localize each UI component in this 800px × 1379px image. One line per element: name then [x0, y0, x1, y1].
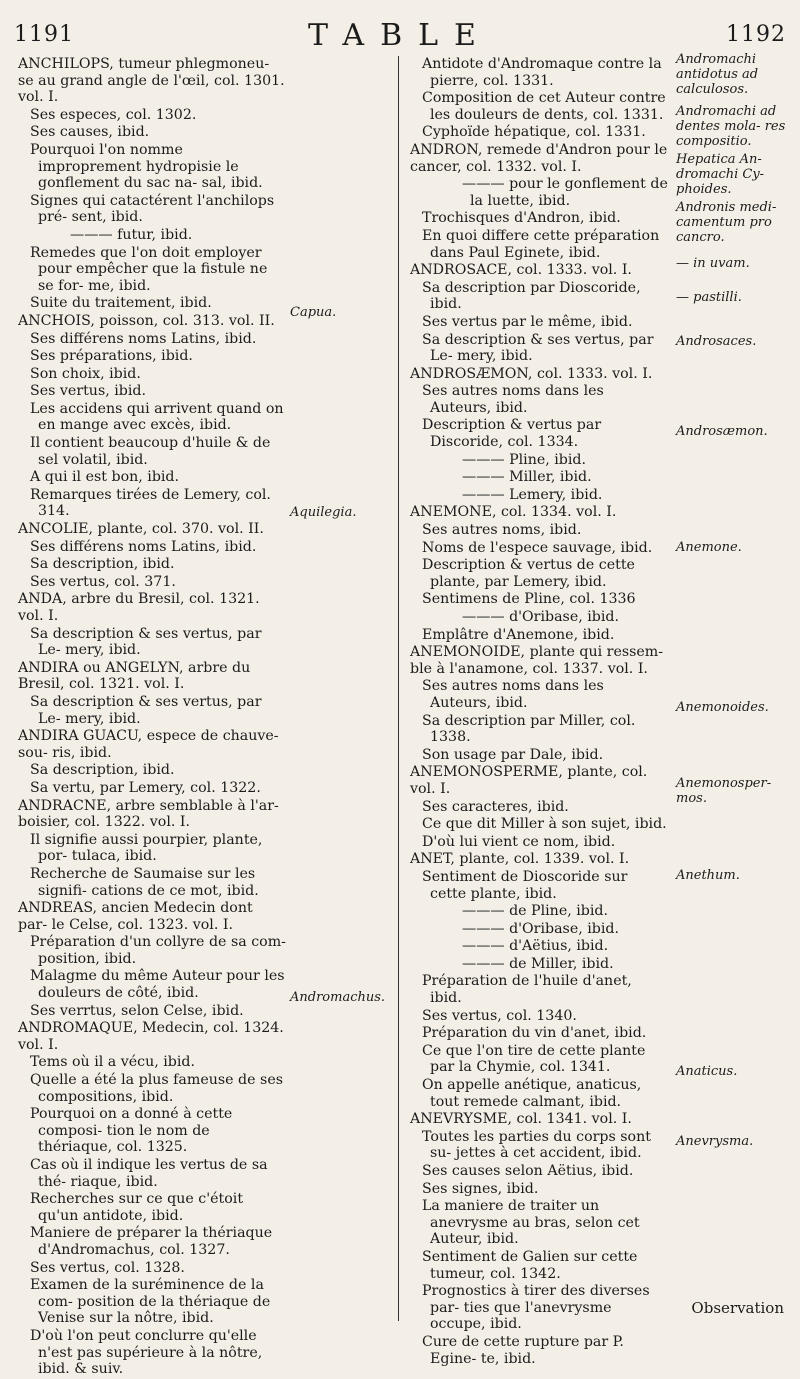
index-subentry: Recherche de Saumaise sur les signifi- cations de ce mot, ibid. [30, 865, 259, 899]
index-subentry: Emplâtre d'Anemone, ibid. [422, 626, 615, 643]
index-subentry: Prognostics à tirer des diverses par- ties que l'anevrysme occupe, ibid. [422, 1283, 650, 1333]
margin-note: Androsæmon. [676, 424, 768, 439]
catchword: Observation [691, 1299, 784, 1317]
margin-note: Andromachi ad dentes mola- res compositio. [676, 104, 786, 149]
index-subentry: Recherches sur ce que c'étoit qu'un antidote, ibid. [30, 1191, 244, 1224]
right-page-number: 1192 [726, 22, 786, 47]
index-subentry: Sentiment de Galien sur cette tumeur, col. 1342. [422, 1248, 638, 1282]
index-subentry: Sentimens de Pline, col. 1336 [422, 591, 636, 608]
index-heading: ANDREAS, ancien Medecin dont par- le Celse, col. 1323. vol. I. [18, 900, 253, 933]
margin-note: Andromachus. [290, 990, 386, 1005]
index-heading: ANDRON, remede d'Andron pour le cancer, col. 1332. vol. I. [410, 141, 668, 175]
index-subentry: D'où l'on peut conclurre qu'elle n'est pas supérieure à la nôtre, ibid. & suiv. [30, 1327, 263, 1378]
index-subentry: ——— Lemery, ibid. [462, 486, 603, 503]
page-title: TABLE [308, 18, 492, 53]
index-subentry: Remarques tirées de Lemery, col. 314. [30, 486, 271, 520]
index-subentry: Sa description & ses vertus, par Le- mery, ibid. [30, 693, 262, 727]
index-subentry: En quoi differe cette préparation dans Paul Eginete, ibid. [422, 227, 660, 261]
index-subentry: Description & vertus de cette plante, par Lemery, ibid. [422, 557, 635, 590]
margin-note: — pastilli. [676, 290, 742, 305]
margin-note: Anethum. [676, 868, 740, 883]
index-subentry: Les accidens qui arrivent quand on en mange avec excès, ibid. [30, 400, 284, 434]
index-heading: ANEVRYSME, col. 1341. vol. I. [410, 1111, 632, 1128]
index-subentry: Antidote d'Andromaque contre la pierre, col. 1331. [422, 56, 662, 89]
index-subentry: Trochisques d'Andron, ibid. [422, 210, 621, 227]
index-subentry: ——— Miller, ibid. [462, 469, 592, 486]
index-subentry: Sa description & ses vertus, par Le- mery, ibid. [422, 331, 654, 365]
index-subentry: Signes qui catactérent l'anchilops pré- sent, ibid. [30, 192, 275, 226]
right-column [410, 56, 668, 1368]
margin-note: Andronis medi- camentum pro cancro. [676, 200, 777, 245]
index-subentry: ——— pour le gonflement de la luette, ibid. [462, 176, 668, 209]
index-subentry: Sa description par Miller, col. 1338. [422, 712, 636, 746]
index-subentry: Ses caracteres, ibid. [422, 798, 569, 815]
index-subentry: ——— de Pline, ibid. [462, 903, 608, 920]
margin-note: Andromachi antidotus ad calculosos. [676, 52, 759, 97]
index-heading: ANCHILOPS, tumeur phlegmoneu- se au grand angle de l'œil, col. 1301. vol. I. [18, 56, 285, 106]
index-subentry: D'où lui vient ce nom, ibid. [422, 833, 616, 850]
index-subentry: Ses différens noms Latins, ibid. [30, 538, 257, 555]
index-heading: ANEMONOIDE, plante qui ressem- ble à l'anamone, col. 1337. vol. I. [410, 644, 664, 677]
index-subentry: Préparation d'un collyre de sa com- position, ibid. [30, 934, 286, 967]
margin-note: Anemonoides. [676, 700, 769, 715]
index-subentry: Sa description, ibid. [30, 556, 175, 573]
index-heading: ANEMONOSPERME, plante, col. vol. I. [410, 764, 648, 797]
index-subentry: Ses verrtus, selon Celse, ibid. [30, 1002, 244, 1019]
index-subentry: Malagme du même Auteur pour les douleurs de côté, ibid. [30, 968, 285, 1002]
index-subentry: Ses préparations, ibid. [30, 348, 193, 365]
index-subentry: ——— d'Aëtius, ibid. [462, 938, 609, 955]
margin-note: — in uvam. [676, 256, 750, 271]
index-heading: ANDRACNE, arbre semblable à l'ar- boisier, col. 1322. vol. I. [18, 797, 279, 831]
index-heading: ANET, plante, col. 1339. vol. I. [410, 851, 630, 868]
index-subentry: Préparation de l'huile d'anet, ibid. [422, 973, 632, 1007]
index-subentry: Ses différens noms Latins, ibid. [30, 330, 257, 347]
index-subentry: A qui il est bon, ibid. [30, 469, 180, 486]
index-heading: ANDIRA ou ANGELYN, arbre du Bresil, col. 1321. vol. I. [18, 659, 251, 693]
index-subentry: Ses causes, ibid. [30, 124, 150, 141]
index-subentry: La maniere de traiter un anevrysme au bras, selon cet Auteur, ibid. [422, 1198, 640, 1248]
column-divider [398, 56, 399, 1321]
index-heading: ANDROMAQUE, Medecin, col. 1324. vol. I. [18, 1020, 284, 1053]
index-subentry: Sa description & ses vertus, par Le- mery, ibid. [30, 625, 262, 659]
index-subentry: Sa vertu, par Lemery, col. 1322. [30, 779, 261, 796]
left-column [18, 56, 286, 1379]
index-subentry: ——— Pline, ibid. [462, 451, 586, 468]
index-subentry: Il signifie aussi pourpier, plante, por- tulaca, ibid. [30, 831, 263, 865]
index-subentry: ——— de Miller, ibid. [462, 955, 614, 972]
index-subentry: Composition de cet Auteur contre les douleurs de dents, col. 1331. [422, 90, 666, 123]
index-subentry: Ses causes selon Aëtius, ibid. [422, 1163, 634, 1179]
index-subentry: Son choix, ibid. [30, 365, 141, 382]
index-subentry: On appelle anétique, anaticus, tout remede calmant, ibid. [422, 1077, 642, 1110]
index-subentry: Ses vertus, col. 1328. [30, 1259, 185, 1276]
index-subentry: Pourquoi l'on nomme improprement hydropisie le gonflement du sac na- sal, ibid. [30, 141, 263, 192]
index-heading: ANCOLIE, plante, col. 370. vol. II. [18, 521, 264, 538]
index-subentry: Ses vertus par le même, ibid. [422, 313, 633, 330]
index-subentry: Ce que l'on tire de cette plante par la Chymie, col. 1341. [422, 1042, 646, 1076]
index-subentry: Préparation du vin d'anet, ibid. [422, 1025, 647, 1042]
index-heading: ANDA, arbre du Bresil, col. 1321. vol. I. [18, 591, 260, 624]
margin-note: Anemonosper- mos. [676, 776, 772, 806]
margin-note: Capua. [290, 305, 337, 320]
index-subentry: Cyphoïde hépatique, col. 1331. [422, 124, 646, 141]
index-subentry: Ses vertus, col. 371. [30, 573, 176, 590]
index-subentry: Sa description, ibid. [30, 762, 175, 779]
index-subentry: ——— d'Oribase, ibid. [462, 609, 619, 625]
index-subentry: Noms de l'espece sauvage, ibid. [422, 539, 653, 556]
index-heading: ANDIRA GUACU, espece de chauve-sou- ris, ibid. [18, 728, 279, 761]
index-subentry: Cas où il indique les vertus de sa thé- riaque, ibid. [30, 1157, 268, 1190]
index-subentry: Ses autres noms dans les Auteurs, ibid. [422, 383, 604, 416]
index-subentry: Ses vertus, col. 1340. [422, 1007, 577, 1024]
index-subentry: Pourquoi on a donné à cette composi- tion le nom de thériaque, col. 1325. [30, 1106, 233, 1156]
index-subentry: Sentiment de Dioscoride sur cette plante, ibid. [422, 868, 628, 902]
margin-note: Anevrysma. [676, 1134, 754, 1149]
index-subentry: Description & vertus par Discoride, col. 1334. [422, 417, 602, 451]
index-subentry: Ses signes, ibid. [422, 1180, 539, 1197]
margin-note: Androsaces. [676, 334, 757, 349]
index-subentry: Ses autres noms, ibid. [422, 522, 582, 539]
index-subentry: Examen de la suréminence de la com- position de la thériaque de Venise sur la nôtre, ibid. [30, 1277, 271, 1327]
index-subentry: Maniere de préparer la thériaque d'Andromachus, col. 1327. [30, 1225, 273, 1258]
index-subentry: Son usage par Dale, ibid. [422, 746, 604, 763]
index-subentry: Ses especes, col. 1302. [30, 106, 197, 123]
index-subentry: Ce que dit Miller à son sujet, ibid. [422, 816, 667, 833]
index-subentry: Sa description par Dioscoride, ibid. [422, 279, 641, 313]
margin-note: Hepatica An- dromachi Cy- phoides. [676, 152, 765, 197]
index-heading: ANDROSACE, col. 1333. vol. I. [410, 262, 632, 279]
index-subentry: ——— futur, ibid. [70, 226, 193, 243]
index-subentry: ——— d'Oribase, ibid. [462, 920, 619, 937]
index-subentry: Suite du traitement, ibid. [30, 295, 212, 312]
index-subentry: Cure de cette rupture par P. Egine- te, ibid. [422, 1333, 624, 1367]
margin-note: Anemone. [676, 540, 742, 555]
index-subentry: Il contient beaucoup d'huile & de sel volatil, ibid. [30, 435, 271, 468]
index-heading: ANCHOIS, poisson, col. 313. vol. II. [18, 312, 275, 329]
index-subentry: Ses autres noms dans les Auteurs, ibid. [422, 678, 604, 711]
index-heading: ANEMONE, col. 1334. vol. I. [410, 504, 617, 521]
index-subentry: Ses vertus, ibid. [30, 383, 146, 400]
index-heading: ANDROSÆMON, col. 1333. vol. I. [410, 365, 653, 382]
index-subentry: Remedes que l'on doit employer pour empêcher que la fistule ne se for- me, ibid. [30, 244, 268, 294]
index-subentry: Tems où il a vécu, ibid. [30, 1054, 196, 1071]
index-subentry: Toutes les parties du corps sont su- jettes à cet accident, ibid. [422, 1128, 651, 1162]
margin-note: Anaticus. [676, 1064, 738, 1079]
index-subentry: Quelle a été la plus fameuse de ses compositions, ibid. [30, 1072, 283, 1105]
margin-note: Aquilegia. [290, 505, 357, 520]
left-page-number: 1191 [14, 22, 74, 47]
